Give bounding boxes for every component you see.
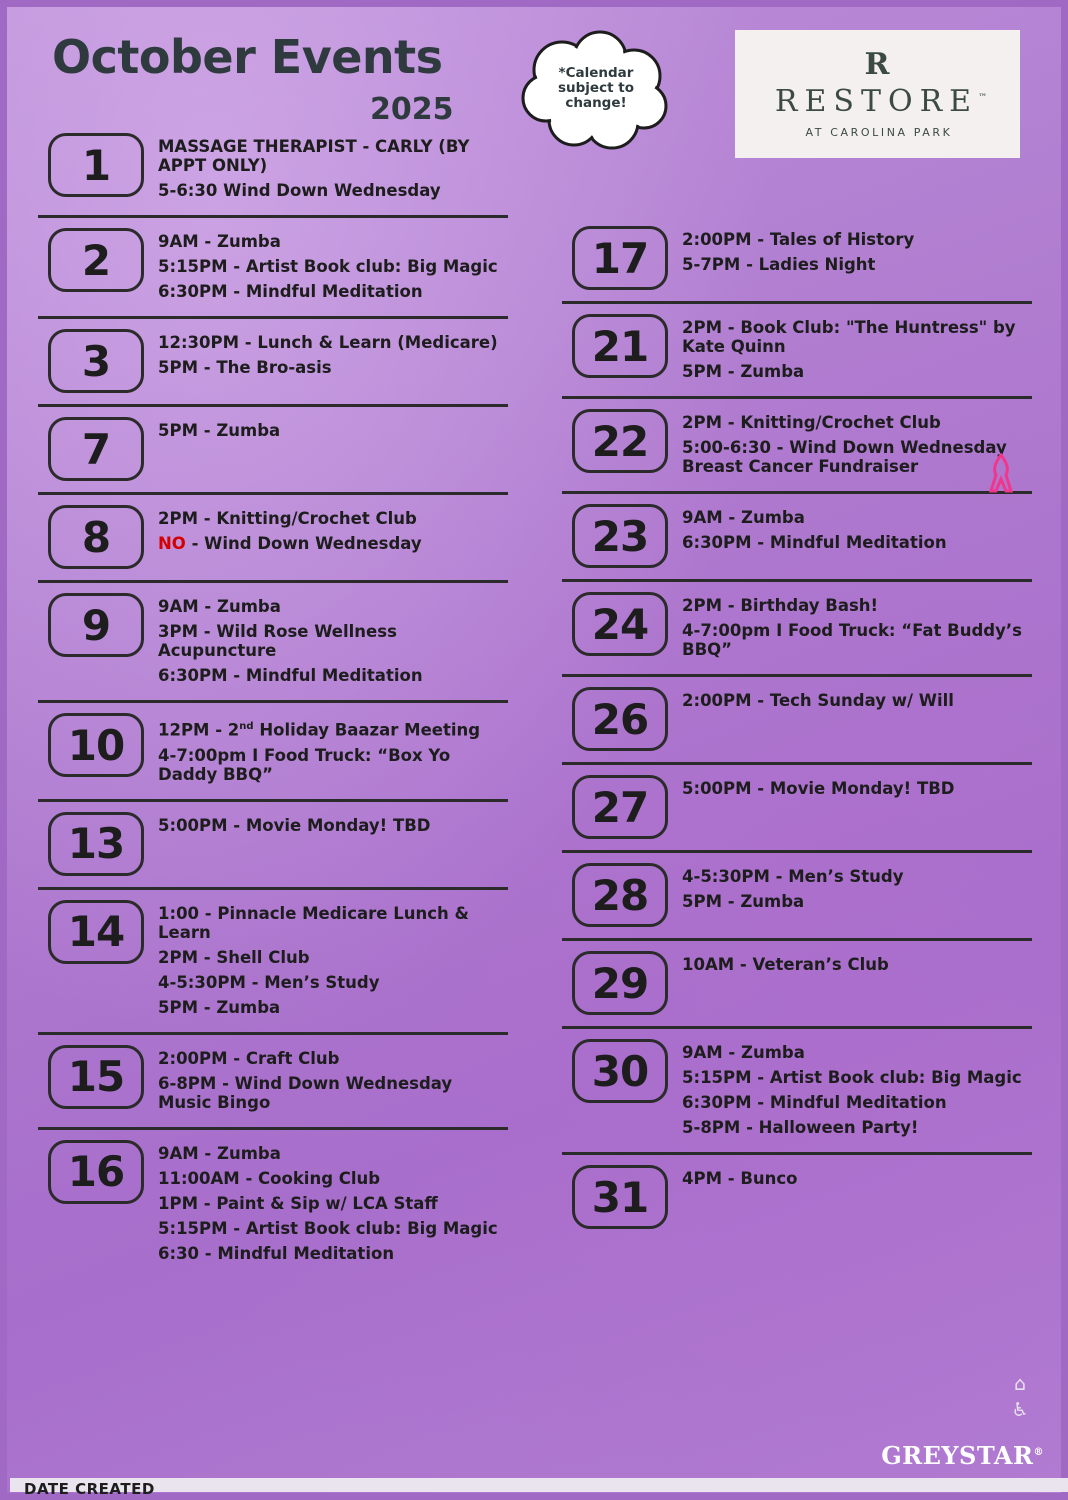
- logo-name: RESTORE™: [774, 83, 988, 119]
- pink-ribbon-icon: [988, 453, 1014, 493]
- badge-line-1: *Calendar: [558, 65, 634, 81]
- event-item: 5:15PM - Artist Book club: Big Magic: [682, 1068, 1022, 1087]
- calendar-day-entry: [562, 582, 1032, 677]
- calendar-day-entry: [38, 319, 508, 407]
- calendar-day-entry: [562, 941, 1032, 1029]
- day-events-list: [682, 943, 1032, 986]
- footer-icon-group: [1000, 1368, 1040, 1426]
- event-item: 9AM - Zumba: [158, 1143, 281, 1163]
- event-item: 2:00PM - Tech Sunday w/ Will: [682, 691, 954, 710]
- day-events-list: [682, 306, 1032, 393]
- day-number-box: 28: [572, 863, 668, 927]
- event-item: 2:00PM - Tales of History: [682, 230, 915, 249]
- page-title: October Events: [52, 30, 443, 84]
- day-events-list: [158, 497, 508, 565]
- calendar-day-entry: [562, 494, 1032, 582]
- day-number-box: 15: [48, 1045, 144, 1109]
- calendar-day-entry: [38, 218, 508, 319]
- day-number-box: 26: [572, 687, 668, 751]
- event-item: 2PM - Book Club: "The Huntress" by Kate Quinn: [682, 318, 1016, 356]
- calendar-day-entry: [38, 495, 508, 583]
- calendar-day-entry: [562, 1029, 1032, 1155]
- right-column: [562, 216, 1032, 1240]
- day-number-box: 24: [572, 592, 668, 656]
- event-item: 6:30PM - Mindful Meditation: [158, 666, 423, 685]
- calendar-day-entry: [38, 123, 508, 218]
- calendar-day-entry: [38, 407, 508, 495]
- day-number-box: 10: [48, 713, 144, 777]
- event-item: 5PM - Zumba: [682, 892, 805, 911]
- event-item: 5:00PM - Movie Monday! TBD: [158, 815, 431, 835]
- event-item: 5-6:30 Wind Down Wednesday: [158, 181, 441, 200]
- logo-mark-icon: R: [864, 46, 891, 82]
- event-item: 11:00AM - Cooking Club: [158, 1168, 381, 1188]
- day-events-list: [682, 1031, 1032, 1149]
- event-item: 1:00 - Pinnacle Medicare Lunch & Learn: [158, 903, 469, 942]
- day-events-list: [158, 705, 508, 796]
- greystar-brand: GREYSTAR®: [881, 1441, 1044, 1470]
- event-item: 12:30PM - Lunch & Learn (Medicare): [158, 333, 498, 352]
- event-item: 5-8PM - Halloween Party!: [682, 1118, 919, 1137]
- event-item: MASSAGE THERAPIST - CARLY (BY APPT ONLY): [158, 137, 470, 175]
- day-number-box: 9: [48, 593, 144, 657]
- event-item: 4-7:00pm I Food Truck: “Box Yo Daddy BBQ”: [158, 745, 451, 784]
- day-events-list: [158, 125, 508, 212]
- calendar-day-entry: [38, 1035, 508, 1130]
- day-number-box: 31: [572, 1165, 668, 1229]
- event-item: 9AM - Zumba: [158, 232, 281, 251]
- event-item: 5:00-6:30 - Wind Down Wednesday Breast Cancer Fundraiser: [682, 438, 1007, 476]
- day-number-box: 14: [48, 900, 144, 964]
- event-item: 6-8PM - Wind Down Wednesday Music Bingo: [158, 1073, 453, 1112]
- event-item: 9AM - Zumba: [682, 1043, 805, 1062]
- day-events-list: [682, 496, 1032, 564]
- day-number-box: 29: [572, 951, 668, 1015]
- event-item: NO - Wind Down Wednesday: [158, 534, 422, 553]
- event-item: 6:30 - Mindful Meditation: [158, 1243, 395, 1263]
- left-column: [38, 123, 508, 1278]
- badge-line-2: subject to: [558, 80, 634, 96]
- event-item: 4-5:30PM - Men’s Study: [682, 867, 904, 886]
- ordinal-suffix: nd: [239, 721, 254, 732]
- calendar-day-entry: [562, 853, 1032, 941]
- day-events-list: [158, 409, 508, 452]
- day-events-list: [682, 401, 1032, 488]
- event-item: 5-7PM - Ladies Night: [682, 255, 876, 274]
- calendar-day-entry: [562, 216, 1032, 304]
- day-number-box: 22: [572, 409, 668, 473]
- event-item: 2PM - Knitting/Crochet Club: [158, 509, 417, 528]
- day-number-box: 23: [572, 504, 668, 568]
- day-number-box: 21: [572, 314, 668, 378]
- event-item: 6:30PM - Mindful Meditation: [682, 533, 947, 552]
- calendar-day-entry: [38, 583, 508, 703]
- calendar-day-entry: [562, 1155, 1032, 1240]
- day-number-box: 30: [572, 1039, 668, 1103]
- day-events-list: [158, 321, 508, 389]
- day-events-list: [158, 585, 508, 697]
- event-item: 4-5:30PM - Men’s Study: [158, 972, 380, 992]
- calendar-day-entry: [562, 399, 1032, 494]
- accessibility-icon: ♿: [1011, 1399, 1029, 1421]
- event-item: 2PM - Birthday Bash!: [682, 596, 879, 615]
- event-item: 2PM - Knitting/Crochet Club: [682, 413, 941, 432]
- day-events-list: [158, 220, 508, 313]
- event-item: 5:15PM - Artist Book club: Big Magic: [158, 1218, 498, 1238]
- day-number-box: 16: [48, 1140, 144, 1204]
- event-item: 5PM - Zumba: [158, 421, 281, 440]
- event-item: 3PM - Wild Rose Wellness Acupuncture: [158, 622, 397, 660]
- calendar-day-entry: [38, 890, 508, 1035]
- calendar-day-entry: [562, 677, 1032, 765]
- bottom-strip: [10, 1478, 1068, 1498]
- date-created-label: DATE CREATED: [24, 1480, 155, 1498]
- event-item: 10AM - Veteran’s Club: [682, 955, 889, 974]
- event-item: 2PM - Shell Club: [158, 947, 310, 967]
- year-label: 2025: [370, 92, 454, 127]
- day-number-box: 17: [572, 226, 668, 290]
- day-events-list: [682, 1157, 1032, 1200]
- greystar-trademark: ®: [1033, 1447, 1044, 1458]
- day-number-box: 2: [48, 228, 144, 292]
- event-item: 5PM - Zumba: [682, 362, 805, 381]
- event-item: 5PM - The Bro-asis: [158, 358, 332, 377]
- day-events-list: [158, 1037, 508, 1124]
- day-events-list: [682, 584, 1032, 671]
- day-events-list: [158, 892, 508, 1029]
- event-item: 1PM - Paint & Sip w/ LCA Staff: [158, 1193, 438, 1213]
- event-item: 9AM - Zumba: [158, 597, 281, 616]
- day-events-list: [682, 855, 1032, 923]
- calendar-day-entry: [562, 304, 1032, 399]
- day-number-box: 13: [48, 812, 144, 876]
- calendar-subject-to-change-badge: [510, 30, 682, 152]
- event-item: 6:30PM - Mindful Meditation: [682, 1093, 947, 1112]
- event-item: 2:00PM - Craft Club: [158, 1048, 340, 1068]
- event-item: 5:00PM - Movie Monday! TBD: [682, 779, 955, 798]
- equal-housing-icon: ⌂: [1013, 1373, 1027, 1395]
- day-events-list: [158, 804, 508, 847]
- logo-trademark: ™: [978, 92, 988, 103]
- event-cancelled-flag: NO: [158, 534, 186, 553]
- event-item: 5PM - Zumba: [158, 997, 281, 1017]
- day-number-box: 8: [48, 505, 144, 569]
- calendar-day-entry: [38, 802, 508, 890]
- event-item: 12PM - 2nd Holiday Baazar Meeting: [158, 720, 481, 740]
- day-number-box: 27: [572, 775, 668, 839]
- calendar-day-entry: [562, 765, 1032, 853]
- calendar-day-entry: [38, 1130, 508, 1278]
- day-events-list: [682, 767, 1032, 810]
- restore-logo: [735, 30, 1020, 158]
- day-events-list: [682, 679, 1032, 722]
- event-item: 9AM - Zumba: [682, 508, 805, 527]
- event-item: 4PM - Bunco: [682, 1169, 798, 1188]
- logo-subtitle: AT CAROLINA PARK: [805, 125, 953, 139]
- day-number-box: 1: [48, 133, 144, 197]
- badge-line-3: change!: [565, 95, 627, 111]
- day-number-box: 7: [48, 417, 144, 481]
- event-item: 5:15PM - Artist Book club: Big Magic: [158, 257, 498, 276]
- calendar-day-entry: [38, 703, 508, 802]
- event-item: 6:30PM - Mindful Meditation: [158, 282, 423, 301]
- day-number-box: 3: [48, 329, 144, 393]
- event-item: 4-7:00pm I Food Truck: “Fat Buddy’s BBQ”: [682, 621, 1022, 659]
- day-events-list: [682, 218, 1032, 286]
- day-events-list: [158, 1132, 508, 1275]
